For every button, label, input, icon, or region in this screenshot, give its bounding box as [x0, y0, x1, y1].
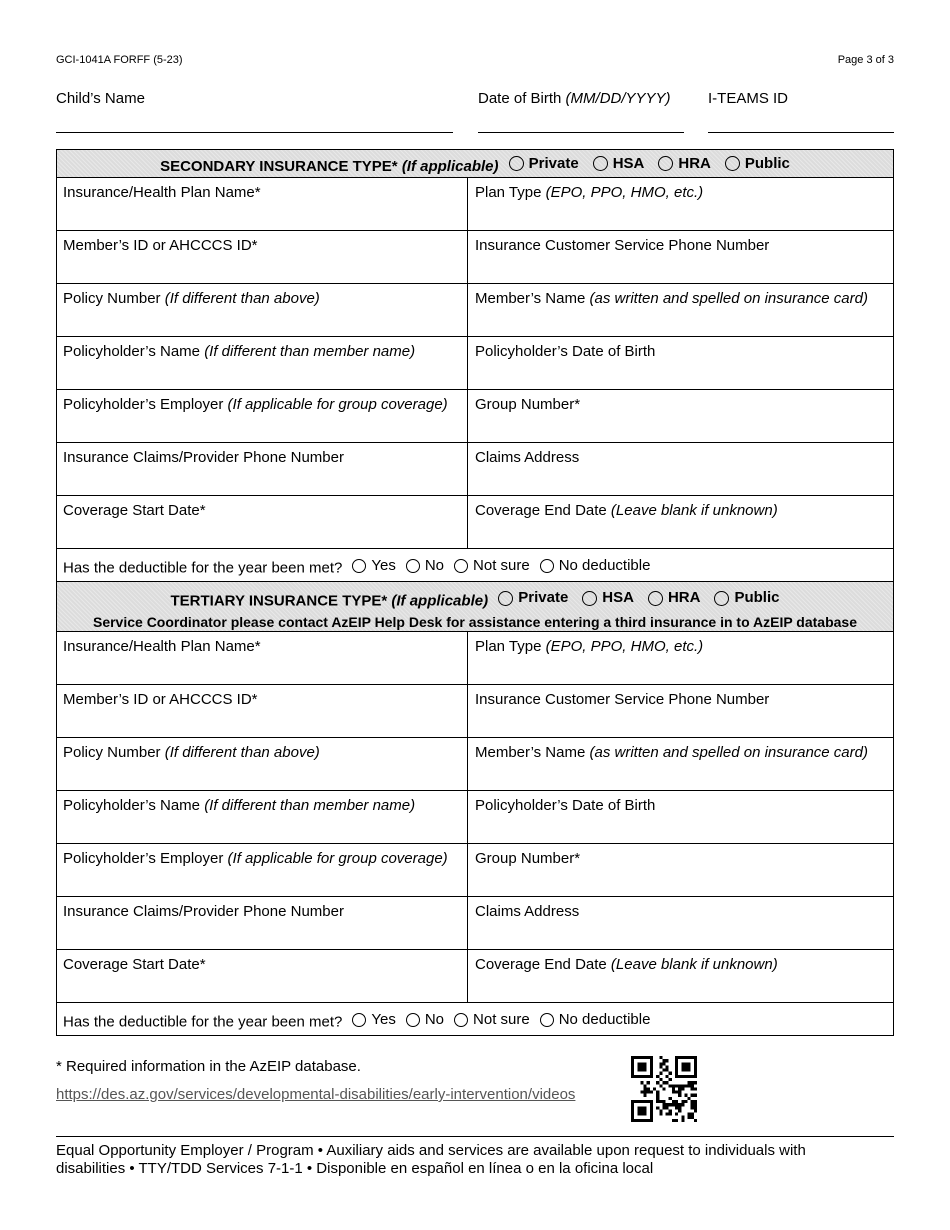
tertiary-deductible-no-deductible-radio[interactable]	[540, 1013, 554, 1027]
secondary-header	[57, 150, 893, 178]
dob-field[interactable]	[478, 132, 684, 133]
dob-label-group	[478, 90, 671, 107]
secondary-field-note: (If different than member name)	[204, 343, 416, 360]
iteams-field[interactable]	[708, 132, 894, 133]
secondary-field-label: Policyholder’s Name	[63, 343, 201, 360]
secondary-type-hra-option[interactable]	[658, 155, 711, 172]
tertiary-table-row	[57, 738, 893, 791]
tertiary-deductible-yes-label: Yes	[371, 1011, 396, 1028]
tertiary-field-member-s-id-or-ahcccs-id[interactable]	[57, 685, 468, 737]
secondary-type-public-option[interactable]	[725, 155, 790, 172]
secondary-field-member-s-name[interactable]	[468, 284, 893, 336]
secondary-type-public-label: Public	[744, 155, 790, 172]
tertiary-type-hsa-radio[interactable]	[582, 591, 597, 606]
tertiary-deductible-yes-option[interactable]	[352, 1011, 395, 1028]
tertiary-type-options	[492, 589, 780, 610]
tertiary-field-insurance-customer-service-phone-number[interactable]	[468, 685, 893, 737]
secondary-field-policy-number[interactable]	[57, 284, 468, 336]
secondary-field-coverage-start-date[interactable]	[57, 496, 468, 548]
eeo-statement	[56, 1142, 806, 1178]
tertiary-type-hsa-label: HSA	[602, 589, 634, 606]
tertiary-type-hra-option[interactable]	[648, 588, 701, 608]
secondary-deductible-not-sure-option[interactable]	[454, 557, 530, 574]
secondary-deductible-not-sure-radio[interactable]	[454, 559, 468, 573]
secondary-deductible-no-deductible-radio[interactable]	[540, 559, 554, 573]
eeo-line-1: Equal Opportunity Employer / Program • Auxiliary aids and services are available upon request to individuals with	[56, 1142, 806, 1159]
secondary-table-row	[57, 496, 893, 549]
secondary-field-note: (Leave blank if unknown)	[610, 502, 778, 519]
tertiary-table-row	[57, 632, 893, 685]
tertiary-field-note: (If different than above)	[164, 744, 320, 761]
tertiary-field-note: (Leave blank if unknown)	[610, 956, 778, 973]
secondary-table-row	[57, 337, 893, 390]
tertiary-type-hsa-option[interactable]	[582, 588, 634, 608]
secondary-deductible-no-radio[interactable]	[406, 559, 420, 573]
tertiary-title-note: (If applicable)	[391, 592, 489, 610]
secondary-field-label: Coverage Start Date*	[63, 502, 206, 519]
child-name-field[interactable]	[56, 132, 453, 133]
secondary-field-note: (as written and spelled on insurance card)	[589, 290, 868, 307]
tertiary-deductible-no-radio[interactable]	[406, 1013, 420, 1027]
secondary-field-label: Group Number*	[475, 396, 581, 413]
secondary-table-row	[57, 284, 893, 337]
tertiary-field-label: Policyholder’s Name	[63, 797, 201, 814]
dob-format: (MM/DD/YYYY)	[565, 90, 671, 107]
child-name-label: Child’s Name	[56, 90, 145, 107]
secondary-title: SECONDARY INSURANCE TYPE*	[160, 158, 398, 175]
footer-divider	[56, 1136, 894, 1137]
secondary-deductible-not-sure-label: Not sure	[473, 557, 530, 574]
tertiary-type-hra-radio[interactable]	[648, 591, 663, 606]
secondary-field-label: Policyholder’s Date of Birth	[475, 343, 656, 360]
secondary-deductible-row	[57, 549, 893, 581]
secondary-field-claims-address[interactable]	[468, 443, 893, 495]
secondary-field-label: Insurance Claims/Provider Phone Number	[63, 449, 344, 466]
qr-code	[631, 1056, 697, 1122]
secondary-table-row	[57, 231, 893, 284]
tertiary-field-label: Insurance Claims/Provider Phone Number	[63, 903, 344, 920]
secondary-field-policyholder-s-employer[interactable]	[57, 390, 468, 442]
tertiary-field-label: Policyholder’s Date of Birth	[475, 797, 656, 814]
tertiary-title: TERTIARY INSURANCE TYPE*	[170, 592, 388, 610]
tertiary-field-label: Insurance/Health Plan Name*	[63, 638, 261, 655]
tertiary-subtitle: Service Coordinator please contact AzEIP Help Desk for assistance entering a third insurance in to AzEIP database	[92, 613, 858, 630]
tertiary-field-label: Group Number*	[475, 850, 581, 867]
tertiary-table-row	[57, 791, 893, 844]
tertiary-field-note: (If different than member name)	[204, 797, 416, 814]
tertiary-deductible-row	[57, 1003, 893, 1035]
secondary-field-note: (If applicable for group coverage)	[227, 396, 448, 413]
tertiary-type-private-option[interactable]	[498, 588, 568, 608]
form-id: GCI-1041A FORFF (5-23)	[56, 54, 183, 66]
secondary-deductible-no-deductible-label: No deductible	[558, 557, 651, 574]
tertiary-field-label: Member’s Name	[475, 744, 586, 761]
tertiary-insurance-table	[56, 581, 894, 1036]
secondary-type-public-radio[interactable]	[725, 156, 740, 171]
dob-label: Date of Birth	[478, 90, 562, 107]
secondary-deductible-question: Has the deductible for the year been met?	[63, 559, 343, 577]
secondary-deductible-yes-radio[interactable]	[352, 559, 366, 573]
tertiary-field-label: Claims Address	[475, 903, 580, 920]
tertiary-field-label: Policyholder’s Employer	[63, 850, 224, 867]
secondary-field-policyholder-s-date-of-birth[interactable]	[468, 337, 893, 389]
tertiary-field-label: Coverage End Date	[475, 956, 607, 973]
tertiary-field-claims-address[interactable]	[468, 897, 893, 949]
tertiary-table-row	[57, 897, 893, 950]
secondary-type-private-option[interactable]	[509, 155, 579, 172]
tertiary-type-public-label: Public	[734, 589, 780, 606]
tertiary-title-line	[57, 588, 893, 612]
secondary-field-label: Claims Address	[475, 449, 580, 466]
secondary-field-insurance-claims-provider-phone-number[interactable]	[57, 443, 468, 495]
secondary-field-coverage-end-date[interactable]	[468, 496, 893, 548]
required-note: * Required information in the AzEIP database.	[56, 1058, 361, 1075]
tertiary-field-policyholder-s-employer[interactable]	[57, 844, 468, 896]
tertiary-type-hra-label: HRA	[667, 589, 701, 606]
secondary-type-hra-radio[interactable]	[658, 156, 673, 171]
tertiary-table-row	[57, 685, 893, 738]
tertiary-type-private-label: Private	[518, 589, 569, 606]
tertiary-deductible-no-option[interactable]	[406, 1011, 444, 1028]
tertiary-field-note: (If applicable for group coverage)	[227, 850, 448, 867]
secondary-table-row	[57, 178, 893, 231]
secondary-field-group-number[interactable]	[468, 390, 893, 442]
secondary-type-private-label: Private	[528, 155, 579, 172]
tertiary-rows	[57, 632, 893, 1003]
tertiary-field-insurance-health-plan-name[interactable]	[57, 632, 468, 684]
secondary-type-hsa-label: HSA	[612, 155, 645, 172]
tertiary-table-row	[57, 950, 893, 1003]
secondary-type-options	[503, 155, 790, 175]
videos-link[interactable]: https://des.az.gov/services/developmental-disabilities/early-intervention/videos	[56, 1086, 576, 1103]
tertiary-field-member-s-name[interactable]	[468, 738, 893, 790]
tertiary-deductible-no-label: No	[424, 1011, 445, 1028]
tertiary-header	[57, 582, 893, 632]
secondary-field-member-s-id-or-ahcccs-id[interactable]	[57, 231, 468, 283]
secondary-type-hra-label: HRA	[678, 155, 711, 172]
tertiary-field-label: Plan Type	[475, 638, 542, 655]
secondary-table-row	[57, 390, 893, 443]
tertiary-deductible-not-sure-label: Not sure	[473, 1011, 530, 1028]
secondary-field-plan-type[interactable]	[468, 178, 893, 230]
tertiary-deductible-question: Has the deductible for the year been met?	[63, 1013, 343, 1031]
secondary-insurance-table	[56, 149, 894, 582]
tertiary-type-public-option[interactable]	[714, 588, 779, 608]
page-number: Page 3 of 3	[837, 54, 894, 66]
secondary-type-private-radio[interactable]	[509, 156, 524, 171]
secondary-type-hsa-option[interactable]	[593, 155, 645, 172]
secondary-field-label: Policyholder’s Employer	[63, 396, 224, 413]
tertiary-field-label: Member’s ID or AHCCCS ID*	[63, 691, 258, 708]
secondary-field-label: Policy Number	[63, 290, 161, 307]
tertiary-field-plan-type[interactable]	[468, 632, 893, 684]
secondary-field-label: Member’s Name	[475, 290, 586, 307]
tertiary-field-note: (EPO, PPO, HMO, etc.)	[545, 638, 704, 655]
tertiary-field-coverage-start-date[interactable]	[57, 950, 468, 1002]
secondary-table-row	[57, 443, 893, 496]
tertiary-type-private-radio[interactable]	[498, 591, 513, 606]
tertiary-deductible-not-sure-radio[interactable]	[454, 1013, 468, 1027]
tertiary-deductible-yes-radio[interactable]	[352, 1013, 366, 1027]
secondary-deductible-no-deductible-option[interactable]	[540, 557, 651, 574]
eeo-line-2: disabilities • TTY/TDD Services 7-1-1 • Disponible en español en línea o en la oficina local	[56, 1160, 654, 1177]
tertiary-field-policyholder-s-name[interactable]	[57, 791, 468, 843]
secondary-field-label: Member’s ID or AHCCCS ID*	[63, 237, 258, 254]
tertiary-field-insurance-claims-provider-phone-number[interactable]	[57, 897, 468, 949]
tertiary-field-note: (as written and spelled on insurance card)	[589, 744, 868, 761]
tertiary-field-coverage-end-date[interactable]	[468, 950, 893, 1002]
secondary-field-label: Insurance/Health Plan Name*	[63, 184, 261, 201]
tertiary-type-public-radio[interactable]	[714, 591, 729, 606]
secondary-field-insurance-customer-service-phone-number[interactable]	[468, 231, 893, 283]
tertiary-field-group-number[interactable]	[468, 844, 893, 896]
secondary-field-label: Coverage End Date	[475, 502, 607, 519]
secondary-field-note: (EPO, PPO, HMO, etc.)	[545, 184, 704, 201]
secondary-deductible-yes-label: Yes	[371, 557, 396, 574]
tertiary-field-label: Coverage Start Date*	[63, 956, 206, 973]
secondary-field-label: Insurance Customer Service Phone Number	[475, 237, 770, 254]
tertiary-field-policyholder-s-date-of-birth[interactable]	[468, 791, 893, 843]
tertiary-field-label: Policy Number	[63, 744, 161, 761]
tertiary-field-policy-number[interactable]	[57, 738, 468, 790]
iteams-label: I-TEAMS ID	[708, 90, 789, 107]
secondary-field-insurance-health-plan-name[interactable]	[57, 178, 468, 230]
secondary-field-policyholder-s-name[interactable]	[57, 337, 468, 389]
tertiary-deductible-not-sure-option[interactable]	[454, 1011, 530, 1028]
secondary-deductible-no-option[interactable]	[406, 557, 444, 574]
secondary-field-label: Plan Type	[475, 184, 542, 201]
secondary-deductible-yes-option[interactable]	[352, 557, 395, 574]
secondary-rows	[57, 178, 893, 549]
tertiary-deductible-no-deductible-option[interactable]	[540, 1011, 651, 1028]
secondary-type-hsa-radio[interactable]	[593, 156, 608, 171]
tertiary-field-label: Insurance Customer Service Phone Number	[475, 691, 770, 708]
secondary-deductible-no-label: No	[424, 557, 445, 574]
tertiary-table-row	[57, 844, 893, 897]
secondary-field-note: (If different than above)	[164, 290, 320, 307]
tertiary-deductible-no-deductible-label: No deductible	[558, 1011, 651, 1028]
secondary-title-note: (If applicable)	[401, 158, 499, 175]
